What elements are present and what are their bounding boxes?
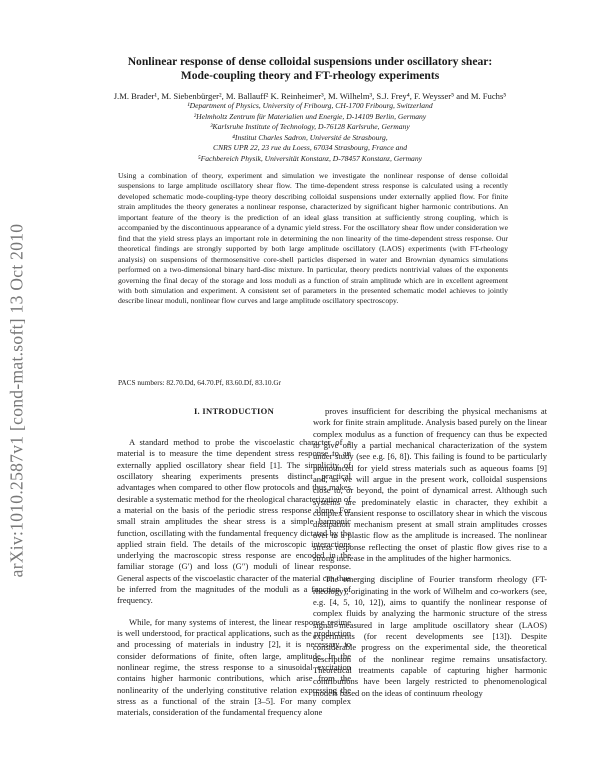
arxiv-identifier: arXiv:1010.2587v1 [cond-mat.soft] 13 Oct 2010 xyxy=(6,223,27,577)
affiliation-line: ¹Department of Physics, University of Fribourg, CH-1700 Fribourg, Switzerland xyxy=(187,101,433,110)
affiliations xyxy=(60,101,560,165)
affiliation-line: ²Helmholtz Zentrum für Materialien und Energie, D-14109 Berlin, Germany xyxy=(193,111,427,121)
pacs-numbers: PACS numbers: 82.70.Dd, 64.70.Pf, 83.60.Df, 83.10.Gr xyxy=(118,378,282,387)
section-heading: I. INTRODUCTION xyxy=(193,406,275,416)
paragraph: While, for many systems of interest, the linear response regime is well understood, for practical applications, such as the production and processing of materials in industry [2], it is necessary to consider deformations of finite, often large, amplitude. In the nonlinear regime, the stress response to a sinusoidal excitation contains higher harmonic contributions, which arise from the nonlinearity of the underlying constitutive relation expressing the stress as a functional of the strain [3–5]. For many complex materials, consideration of the fundamental frequency alone xyxy=(117,616,351,718)
affiliation-line: ³Karlsruhe Institute of Technology, D-76128 Karlsruhe, Germany xyxy=(210,122,410,132)
paragraph: The emerging discipline of Fourier transform rheology (FT-rheology), originating in the work of Wilhelm and co-workers (see, e.g. [4, 5, 10, 12]), aims to quantify the nonlinear response of complex fluids by analyzing the harmonic structure of the stress signal measured in large amplitude oscillatory shear (LAOS) experiments (for recent developments see [13]). Despite considerable progress on the experimental side, the theoretical description of the nonlinear regime remains unsatisfactory. Theoretical treatments capable of capturing higher harmonic contributions have been largely restricted to phenomenological models based on the ideas of continuum rheology xyxy=(313,574,547,698)
title-line-1: Nonlinear response of dense colloidal suspensions under oscillatory shear: xyxy=(127,55,493,68)
paper-title xyxy=(90,55,530,83)
abstract: Using a combination of theory, experiment and simulation we investigate the nonlinear response of dense colloidal suspensions to large amplitude oscillatory shear flow. The time-dependent stress response is calculated using a recently developed schematic mode-coupling-type theory describing colloidal suspensions under externally applied flow. For finite strain amplitudes the theory generates a nonlinear response, characterized by significant higher harmonic contributions. An important feature of the theory is the prediction of an ideal glass transition at sufficiently strong coupling, which is accompanied by the discontinuous appearance of a dynamic yield stress. For the oscillatory shear flow under consideration we find that the yield stress plays an important role in determining the non linearity of the time-dependent stress response. Our theoretical findings are strongly supported by both large amplitude oscillatory (LAOS) experiments (with FT-rheology analysis) on suspensions of thermosensitive core-shell particles dispersed in water and Brownian dynamics simulations performed on a two-dimensional binary hard-disc mixture. In particular, theory predicts nontrivial values of the exponents governing the final decay of the storage and loss moduli as a function of strain amplitude which are in excellent agreement with both simulation and experiment. A consistent set of parameters in the presented schematic model achieves to jointly describe linear moduli, nonlinear flow curves and large amplitude oscillatory spectroscopy. xyxy=(118,171,508,306)
affiliation-line: ⁵Fachbereich Physik, Universität Konstanz, D-78457 Konstanz, Germany xyxy=(197,153,423,163)
title-line-2: Mode-coupling theory and FT-rheology experiments xyxy=(180,69,440,82)
paragraph: proves insufficient for describing the physical mechanisms at work for finite strain amplitude. Analysis based purely on the linear complex modulus as a function of frequency can thus be expected to give only a partial mechanical characterization of the system under study (see e.g. [6, 8]). This failing is found to be particularly pronounced for yield stress materials such as aqueous foams [9] and, as we will argue in the present work, colloidal suspensions close to, or beyond, the point of dynamical arrest. Although such systems are predominately elastic in character, they exhibit a complex transient response to oscillatory shear in which the viscous dissipation mechanism present at small strain amplitudes crosses over to a plastic flow as the amplitude is increased. The nonlinear stress response reflecting the onset of plastic flow gives rise to a strong increase in the amplitudes of the higher harmonics. xyxy=(313,406,547,564)
author-list: J.M. Brader¹, M. Siebenbürger², M. Ballauff² K. Reinheimer³, M. Wilhelm³, S.J. Frey⁴, F. Weysser⁵ and M. Fuchs⁵ xyxy=(113,91,507,101)
affiliation-line: CNRS UPR 22, 23 rue du Loess, 67034 Strasbourg, France and xyxy=(213,143,407,153)
affiliation-line: ⁴Institut Charles Sadron, Université de Strasbourg, xyxy=(232,132,388,142)
right-column xyxy=(313,406,547,699)
paragraph: A standard method to probe the viscoelastic character of a material is to measure the time dependent stress response to an externally applied oscillatory shear field [1]. The simplicity of oscillatory shearing experiments presents distinct practical advantages when compared to other flow protocols and thus makes desirable a systematic method for the rheological characterization of a material on the basis of the periodic stress response alone. For small strain amplitudes the shear stress is a simple harmonic function, oscillating with the fundamental frequency dictated by the applied strain field. The details of the microscopic interactions underlying the macroscopic stress response are encoded in the familiar storage (G′) and loss (G′′) moduli of linear response. General aspects of the viscoelastic character of the material can thus be inferred from the magnitudes of the moduli as a function of frequency. xyxy=(117,437,351,606)
